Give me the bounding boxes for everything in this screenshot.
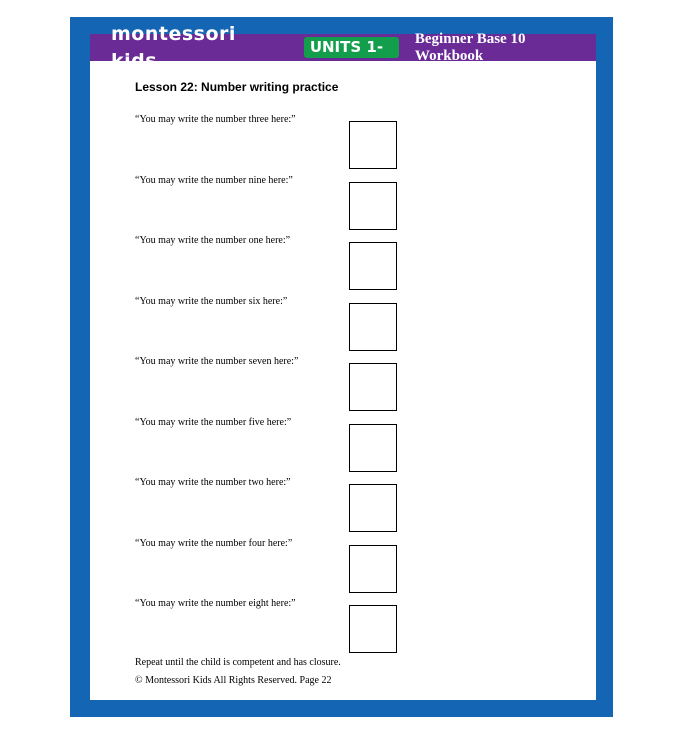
writing-prompt: “You may write the number two here:” [135,477,291,488]
writing-box[interactable] [349,605,397,653]
writing-box[interactable] [349,242,397,290]
writing-box[interactable] [349,182,397,230]
writing-box[interactable] [349,545,397,593]
writing-prompt: “You may write the number five here:” [135,417,292,428]
writing-box[interactable] [349,484,397,532]
writing-row [90,296,596,356]
writing-prompt: “You may write the number six here:” [135,296,288,307]
writing-prompt: “You may write the number three here:” [135,114,296,125]
copyright-line: © Montessori Kids All Rights Reserved. Page 22 [135,675,332,686]
writing-row [90,235,596,295]
writing-box[interactable] [349,363,397,411]
writing-row [90,175,596,235]
writing-prompt: “You may write the number nine here:” [135,175,293,186]
writing-row [90,477,596,537]
worksheet-page [90,22,596,700]
writing-prompt: “You may write the number eight here:” [135,598,296,609]
writing-box[interactable] [349,424,397,472]
writing-row [90,538,596,598]
units-badge: UNITS 1-9 [304,37,399,58]
writing-prompt: “You may write the number four here:” [135,538,293,549]
writing-prompt: “You may write the number one here:” [135,235,291,246]
writing-box[interactable] [349,303,397,351]
writing-box[interactable] [349,121,397,169]
workbook-title: Beginner Base 10 Workbook [414,30,526,64]
lesson-title: Lesson 22: Number writing practice [135,80,339,94]
writing-row [90,417,596,477]
writing-row [90,598,596,658]
brand-logo: montessori kids [111,22,236,72]
header-banner [90,22,596,77]
writing-row [90,114,596,174]
writing-row [90,356,596,416]
writing-prompt: “You may write the number seven here:” [135,356,299,367]
footer-note: Repeat until the child is competent and has closure. [135,657,341,668]
